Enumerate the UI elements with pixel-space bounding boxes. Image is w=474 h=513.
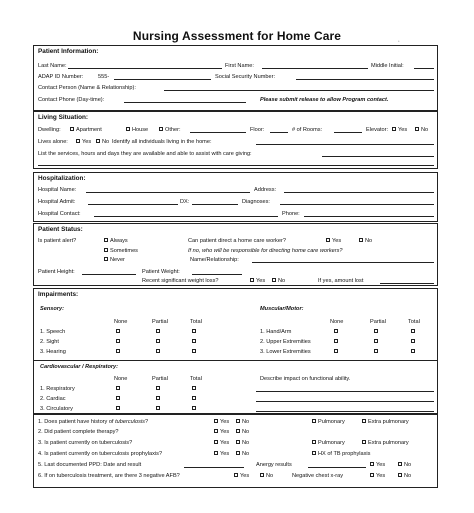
partial-option-checkbox[interactable] bbox=[374, 339, 378, 343]
q2-no-checkbox[interactable] bbox=[236, 429, 240, 433]
partial-option[interactable] bbox=[156, 395, 162, 403]
lives-alone-yes-checkbox[interactable] bbox=[76, 139, 80, 143]
middle-initial-field[interactable] bbox=[414, 62, 434, 69]
phone-field[interactable] bbox=[304, 210, 434, 217]
motor-col-total: Total bbox=[408, 319, 420, 325]
identify-label: Identify all individuals living in the home: bbox=[112, 139, 212, 145]
status-header: Patient Status: bbox=[38, 226, 83, 233]
hx-tb-option[interactable]: HX of TB prophylaxis bbox=[312, 450, 370, 458]
q6-no[interactable]: No bbox=[260, 472, 273, 480]
q3-pulmonary[interactable]: Pulmonary bbox=[312, 439, 345, 447]
other-dwelling-field[interactable] bbox=[190, 126, 246, 133]
extra-pulmonary-checkbox[interactable] bbox=[362, 419, 366, 423]
patient-status-section bbox=[33, 223, 438, 286]
q6-yes[interactable]: Yes bbox=[234, 472, 249, 480]
tb-q3: 3. Is patient currently on tuberculosis? bbox=[38, 440, 133, 446]
q6b-yes-checkbox[interactable] bbox=[370, 473, 374, 477]
impairment-row bbox=[34, 348, 437, 359]
elevator-yes[interactable]: Yes bbox=[392, 126, 407, 134]
extra-pulmonary-option[interactable]: Extra pulmonary bbox=[362, 418, 409, 426]
describe-label: Describe impact on functional ability. bbox=[260, 376, 351, 382]
alert-never[interactable]: Never bbox=[104, 256, 125, 264]
impairment-label: 1. Hand/Arm bbox=[260, 329, 292, 335]
q3-no-checkbox[interactable] bbox=[236, 440, 240, 444]
impairments-divider bbox=[34, 360, 437, 361]
tick-mark: * bbox=[398, 39, 400, 44]
total-option[interactable] bbox=[411, 348, 417, 356]
motor-col-none: None bbox=[330, 319, 344, 325]
direct-no-checkbox[interactable] bbox=[359, 238, 363, 242]
weight-field[interactable] bbox=[192, 268, 242, 275]
impairment-label: 3. Lower Extremities bbox=[260, 349, 311, 355]
patient-info-header: Patient Information: bbox=[38, 48, 99, 55]
alert-sometimes-checkbox[interactable] bbox=[104, 248, 108, 252]
hospital-header: Hospitalization: bbox=[38, 175, 86, 182]
hospital-contact-label: Hospital Contact: bbox=[38, 211, 81, 217]
services-label: List the services, hours and days they are available and able to assist with care giving: bbox=[38, 151, 252, 157]
q1-no-checkbox[interactable] bbox=[236, 419, 240, 423]
none-option-checkbox[interactable] bbox=[116, 396, 120, 400]
alert-never-checkbox[interactable] bbox=[104, 257, 108, 261]
adap-id-field[interactable] bbox=[114, 73, 211, 80]
contact-person-label: Contact Person (Name & Relationship): bbox=[38, 85, 136, 91]
impairment-label: 2. Sight bbox=[40, 339, 59, 345]
none-option[interactable] bbox=[116, 405, 122, 413]
floor-label: Floor: bbox=[250, 127, 265, 133]
none-option-checkbox[interactable] bbox=[334, 329, 338, 333]
lives-alone-yes[interactable]: Yes bbox=[76, 138, 91, 146]
q2-yes-checkbox[interactable] bbox=[214, 429, 218, 433]
none-option-checkbox[interactable] bbox=[334, 339, 338, 343]
q4-yes[interactable]: Yes bbox=[214, 450, 229, 458]
adap-id-label: ADAP ID Number: bbox=[38, 74, 84, 80]
none-option[interactable] bbox=[334, 338, 340, 346]
living-situation-section bbox=[33, 111, 438, 169]
patient-information-section bbox=[33, 45, 438, 111]
q3-extra-pulmonary-checkbox[interactable] bbox=[362, 440, 366, 444]
recent-loss-label: Recent significant weight loss? bbox=[142, 278, 219, 284]
motor-col-partial: Partial bbox=[370, 319, 386, 325]
lives-alone-no[interactable]: No bbox=[96, 138, 109, 146]
name-relationship-label: Name/Relationship: bbox=[190, 257, 239, 263]
other-checkbox[interactable] bbox=[159, 127, 163, 131]
alert-label: Is patient alert? bbox=[38, 238, 77, 244]
q6b-no[interactable]: No bbox=[398, 472, 411, 480]
elevator-yes-checkbox[interactable] bbox=[392, 127, 396, 131]
partial-option-checkbox[interactable] bbox=[374, 349, 378, 353]
partial-option-checkbox[interactable] bbox=[156, 386, 160, 390]
address-label: Address: bbox=[254, 187, 277, 193]
hospitalization-section bbox=[33, 172, 438, 222]
total-option-checkbox[interactable] bbox=[192, 406, 196, 410]
q6-yes-checkbox[interactable] bbox=[234, 473, 238, 477]
contact-phone-label: Contact Phone (Day-time): bbox=[38, 97, 105, 103]
cardio-col-total: Total bbox=[190, 376, 202, 382]
q3-yes-checkbox[interactable] bbox=[214, 440, 218, 444]
partial-option-checkbox[interactable] bbox=[374, 329, 378, 333]
q3-pulmonary-checkbox[interactable] bbox=[312, 440, 316, 444]
ssn-label: Social Security Number: bbox=[215, 74, 275, 80]
q3-extra-pulmonary[interactable]: Extra pulmonary bbox=[362, 439, 409, 447]
total-option-checkbox[interactable] bbox=[411, 349, 415, 353]
impairments-section bbox=[33, 288, 438, 414]
apartment-option[interactable]: Apartment bbox=[70, 126, 102, 134]
impairment-label: 3. Circulatory bbox=[40, 406, 73, 412]
address-field[interactable] bbox=[284, 186, 434, 193]
adap-id-value: 555- bbox=[98, 74, 110, 80]
cardio-col-none: None bbox=[114, 376, 128, 382]
tb-q2: 2. Did patient complete therapy? bbox=[38, 429, 119, 435]
describe-impact-field[interactable] bbox=[256, 385, 434, 392]
tb-q1: 1. Does patient have history of tuberculosis? bbox=[38, 419, 149, 425]
q2-yes[interactable]: Yes bbox=[214, 428, 229, 436]
middle-initial-label: Middle Initial: bbox=[371, 63, 404, 69]
q5-yes-checkbox[interactable] bbox=[370, 462, 374, 466]
energy-label: Anergy results bbox=[256, 462, 292, 468]
none-option[interactable] bbox=[116, 385, 122, 393]
loss-no[interactable]: No bbox=[272, 277, 285, 285]
first-name-label: First Name: bbox=[225, 63, 254, 69]
living-header: Living Situation: bbox=[38, 114, 89, 121]
impairment-label: 1. Speech bbox=[40, 329, 66, 335]
loss-no-checkbox[interactable] bbox=[272, 278, 276, 282]
q1-yes-checkbox[interactable] bbox=[214, 419, 218, 423]
total-option-checkbox[interactable] bbox=[192, 396, 196, 400]
q2-no[interactable]: No bbox=[236, 428, 249, 436]
total-option[interactable] bbox=[192, 395, 198, 403]
apartment-checkbox[interactable] bbox=[70, 127, 74, 131]
dx-field[interactable] bbox=[192, 198, 238, 205]
q4-no[interactable]: No bbox=[236, 450, 249, 458]
elevator-label: Elevator: bbox=[366, 127, 389, 133]
direct-no[interactable]: No bbox=[359, 237, 372, 245]
none-option[interactable] bbox=[334, 328, 340, 336]
page-title: Nursing Assessment for Home Care bbox=[132, 29, 342, 43]
impairments-header: Impairments: bbox=[38, 291, 79, 298]
total-option[interactable] bbox=[411, 338, 417, 346]
sensory-header: Sensory: bbox=[40, 306, 64, 312]
loss-yes[interactable]: Yes bbox=[250, 277, 265, 285]
partial-option-checkbox[interactable] bbox=[156, 396, 160, 400]
none-option[interactable] bbox=[116, 395, 122, 403]
q5-no-checkbox[interactable] bbox=[398, 462, 402, 466]
hospital-contact-field[interactable] bbox=[94, 210, 278, 217]
direct-label: Can patient direct a home care worker? bbox=[188, 238, 286, 244]
hospital-name-field[interactable] bbox=[86, 186, 250, 193]
sensory-col-none: None bbox=[114, 319, 128, 325]
lives-alone-label: Lives alone: bbox=[38, 139, 68, 145]
alert-sometimes[interactable]: Sometimes bbox=[104, 247, 138, 255]
partial-option-checkbox[interactable] bbox=[156, 406, 160, 410]
phone-label: Phone: bbox=[282, 211, 300, 217]
hospital-admit-label: Hospital Admit: bbox=[38, 199, 76, 205]
hospital-admit-field[interactable] bbox=[88, 198, 178, 205]
direct-yes[interactable]: Yes bbox=[326, 237, 341, 245]
if-no-responsible: If no, who will be responsible for directing home care workers? bbox=[188, 248, 343, 254]
cardio-header: Cardiovascular / Respiratory: bbox=[40, 364, 119, 370]
hospital-name-label: Hospital Name: bbox=[38, 187, 77, 193]
lives-alone-no-checkbox[interactable] bbox=[96, 139, 100, 143]
impairment-label: 3. Hearing bbox=[40, 349, 66, 355]
house-option[interactable]: House bbox=[126, 126, 148, 134]
house-checkbox[interactable] bbox=[126, 127, 130, 131]
contact-phone-field[interactable] bbox=[124, 96, 246, 103]
q1-no[interactable]: No bbox=[236, 418, 249, 426]
q4-no-checkbox[interactable] bbox=[236, 451, 240, 455]
tb-q5: 5. Last documented PPD: Date and result bbox=[38, 462, 142, 468]
amount-lost-label: If yes, amount lost bbox=[318, 278, 364, 284]
contact-person-field[interactable] bbox=[164, 84, 434, 91]
sensory-col-total: Total bbox=[190, 319, 202, 325]
none-option-checkbox[interactable] bbox=[116, 386, 120, 390]
none-option[interactable] bbox=[334, 348, 340, 356]
partial-option[interactable] bbox=[374, 328, 380, 336]
q6b-no-checkbox[interactable] bbox=[398, 473, 402, 477]
diagnoses-label: Diagnoses: bbox=[242, 199, 270, 205]
pulmonary-checkbox[interactable] bbox=[312, 419, 316, 423]
none-option-checkbox[interactable] bbox=[116, 406, 120, 410]
energy-field[interactable] bbox=[308, 461, 366, 468]
q5-yes[interactable]: Yes bbox=[370, 461, 385, 469]
q4-yes-checkbox[interactable] bbox=[214, 451, 218, 455]
diagnoses-field[interactable] bbox=[280, 198, 434, 205]
partial-option[interactable] bbox=[374, 348, 380, 356]
hx-tb-checkbox[interactable] bbox=[312, 451, 316, 455]
q6b-yes[interactable]: Yes bbox=[370, 472, 385, 480]
release-note: Please submit release to allow Program contact. bbox=[260, 97, 389, 103]
impairment-label: 2. Upper Extremities bbox=[260, 339, 311, 345]
direct-yes-checkbox[interactable] bbox=[326, 238, 330, 242]
impairment-label: 2. Cardiac bbox=[40, 396, 66, 402]
partial-option[interactable] bbox=[156, 405, 162, 413]
alert-always[interactable]: Always bbox=[104, 237, 128, 245]
describe-impact-field[interactable] bbox=[256, 405, 434, 412]
muscular-motor-header: Muscular/Motor: bbox=[260, 306, 304, 312]
amount-lost-field[interactable] bbox=[380, 277, 434, 284]
tuberculosis-section bbox=[33, 414, 438, 488]
first-name-field[interactable] bbox=[262, 62, 368, 69]
dx-label: DX: bbox=[180, 199, 190, 205]
last-name-label: Last Name: bbox=[38, 63, 67, 69]
total-option[interactable] bbox=[192, 385, 198, 393]
other-option[interactable]: Other: bbox=[159, 126, 181, 134]
tb-q6: 6. If on tuberculosis treatment, are there 3 negative AFB? bbox=[38, 473, 180, 479]
ssn-field[interactable] bbox=[296, 73, 434, 80]
partial-option[interactable] bbox=[156, 385, 162, 393]
floor-field[interactable] bbox=[270, 126, 288, 133]
total-option-checkbox[interactable] bbox=[411, 339, 415, 343]
identify-field[interactable] bbox=[256, 138, 434, 145]
q3-yes[interactable]: Yes bbox=[214, 439, 229, 447]
ppd-field[interactable] bbox=[184, 461, 244, 468]
cardio-col-partial: Partial bbox=[152, 376, 168, 382]
none-option-checkbox[interactable] bbox=[334, 349, 338, 353]
elevator-no[interactable]: No bbox=[415, 126, 428, 134]
negative-xray-label: Negative chest x-ray bbox=[292, 473, 343, 479]
q5-no[interactable]: No bbox=[398, 461, 411, 469]
services-field[interactable] bbox=[322, 150, 434, 157]
height-label: Patient Height: bbox=[38, 269, 75, 275]
name-relationship-field[interactable] bbox=[252, 256, 434, 263]
height-field[interactable] bbox=[82, 268, 136, 275]
rooms-field[interactable] bbox=[334, 126, 362, 133]
rooms-label: # of Rooms: bbox=[292, 127, 323, 133]
loss-yes-checkbox[interactable] bbox=[250, 278, 254, 282]
describe-impact-field[interactable] bbox=[256, 395, 434, 402]
q1-yes[interactable]: Yes bbox=[214, 418, 229, 426]
pulmonary-option[interactable]: Pulmonary bbox=[312, 418, 345, 426]
total-option[interactable] bbox=[192, 405, 198, 413]
tb-q4: 4. Is patient currently on tuberculosis prophylaxis? bbox=[38, 451, 163, 457]
total-option-checkbox[interactable] bbox=[411, 329, 415, 333]
total-option-checkbox[interactable] bbox=[192, 386, 196, 390]
alert-always-checkbox[interactable] bbox=[104, 238, 108, 242]
dwelling-label: Dwelling: bbox=[38, 127, 61, 133]
partial-option[interactable] bbox=[374, 338, 380, 346]
weight-label: Patient Weight: bbox=[142, 269, 180, 275]
last-name-field[interactable] bbox=[68, 62, 222, 69]
total-option[interactable] bbox=[411, 328, 417, 336]
elevator-no-checkbox[interactable] bbox=[415, 127, 419, 131]
services-field-continued[interactable] bbox=[38, 159, 434, 166]
q6-no-checkbox[interactable] bbox=[260, 473, 264, 477]
impairment-label: 1. Respiratory bbox=[40, 386, 75, 392]
sensory-col-partial: Partial bbox=[152, 319, 168, 325]
q3-no[interactable]: No bbox=[236, 439, 249, 447]
